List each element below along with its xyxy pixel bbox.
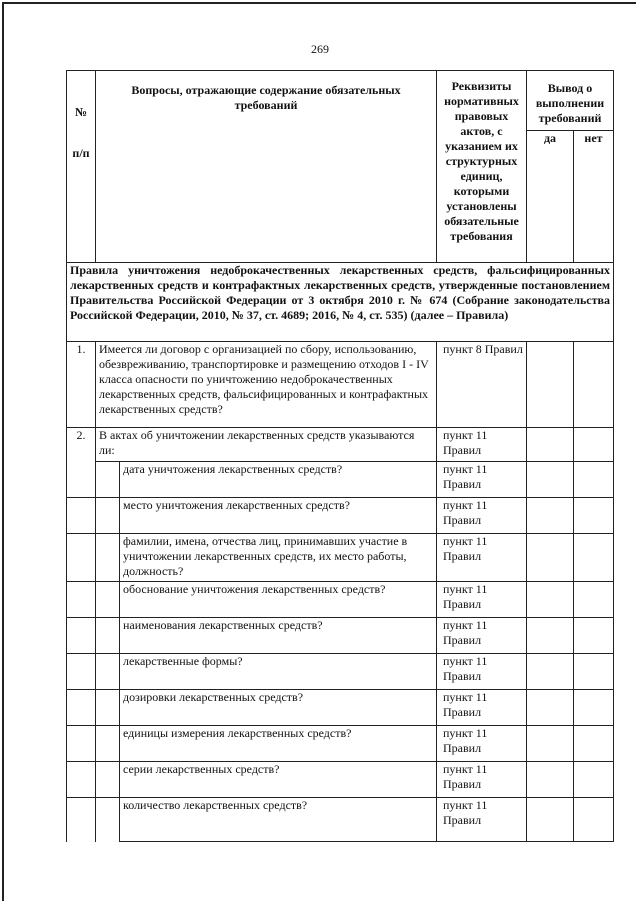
sub-item-row	[67, 618, 614, 654]
sub-item-row	[67, 462, 614, 498]
answer-no-cell[interactable]	[574, 582, 614, 618]
sub-indent	[96, 582, 120, 618]
answer-yes-cell[interactable]	[527, 342, 574, 428]
header-yes: да	[527, 131, 574, 263]
answer-no-cell[interactable]	[574, 498, 614, 534]
sub-indent	[96, 726, 120, 762]
answer-no-cell[interactable]	[574, 534, 614, 582]
answer-no-cell[interactable]	[574, 654, 614, 690]
row-question: В актах об уничтожении лекарственных средств указываются ли:	[96, 428, 437, 462]
sub-reference: пункт 11 Правил	[437, 582, 527, 618]
sub-item-row	[67, 762, 614, 798]
sub-item-row	[67, 798, 614, 842]
answer-no-cell[interactable]	[574, 690, 614, 726]
row-number-empty	[67, 690, 96, 726]
answer-yes-cell[interactable]	[527, 582, 574, 618]
sub-question: единицы измерения лекарственных средств?	[120, 726, 437, 762]
sub-indent	[96, 654, 120, 690]
section-row	[67, 263, 614, 342]
sub-question: дозировки лекарственных средств?	[120, 690, 437, 726]
sub-indent	[96, 690, 120, 726]
answer-yes-cell[interactable]	[527, 690, 574, 726]
row-number-empty	[67, 462, 96, 498]
answer-no-cell[interactable]	[574, 798, 614, 842]
sub-item-row	[67, 582, 614, 618]
row-number-empty	[67, 534, 96, 582]
row-number-empty	[67, 798, 96, 842]
answer-yes-cell[interactable]	[527, 762, 574, 798]
sub-reference: пункт 11 Правил	[437, 654, 527, 690]
sub-question: фамилии, имена, отчества лиц, принимавших участие в уничтожении лекарственных средств, их место работы, должность?	[120, 534, 437, 582]
answer-no-cell[interactable]	[574, 618, 614, 654]
sub-reference: пункт 11 Правил	[437, 534, 527, 582]
row-number: 1.	[67, 342, 96, 428]
answer-yes-cell[interactable]	[527, 798, 574, 842]
answer-no-cell[interactable]	[574, 428, 614, 462]
header-row	[67, 71, 614, 131]
requirements-table	[66, 70, 614, 842]
header-number-pp: п/п	[72, 146, 90, 160]
sub-question: количество лекарственных средств?	[120, 798, 437, 842]
header-result: Вывод о выполнении требований	[527, 71, 614, 131]
answer-yes-cell[interactable]	[527, 534, 574, 582]
answer-yes-cell[interactable]	[527, 498, 574, 534]
page-number: 269	[311, 42, 329, 56]
sub-item-row	[67, 654, 614, 690]
header-references: Реквизиты нормативных правовых актов, с указанием их структурных единиц, которыми установлены обязательные требования	[437, 71, 527, 263]
sub-question: наименования лекарственных средств?	[120, 618, 437, 654]
header-questions: Вопросы, отражающие содержание обязательных требований	[96, 71, 437, 263]
sub-indent	[96, 762, 120, 798]
sub-reference: пункт 11 Правил	[437, 618, 527, 654]
row-reference: пункт 8 Правил	[437, 342, 527, 428]
answer-yes-cell[interactable]	[527, 726, 574, 762]
sub-item-row	[67, 498, 614, 534]
header-no: нет	[574, 131, 614, 263]
answer-no-cell[interactable]	[574, 762, 614, 798]
sub-indent	[96, 534, 120, 582]
sub-question: дата уничтожения лекарственных средств?	[120, 462, 437, 498]
sub-question: место уничтожения лекарственных средств?	[120, 498, 437, 534]
answer-yes-cell[interactable]	[527, 462, 574, 498]
answer-no-cell[interactable]	[574, 342, 614, 428]
row-number: 2.	[67, 428, 96, 462]
row-number-empty	[67, 762, 96, 798]
sub-indent	[96, 618, 120, 654]
sub-question: обоснование уничтожения лекарственных средств?	[120, 582, 437, 618]
header-number	[67, 71, 96, 263]
sub-reference: пункт 11 Правил	[437, 462, 527, 498]
table-row	[67, 342, 614, 428]
row-number-empty	[67, 726, 96, 762]
answer-yes-cell[interactable]	[527, 618, 574, 654]
row-reference: пункт 11 Правил	[437, 428, 527, 462]
sub-reference: пункт 11 Правил	[437, 798, 527, 842]
sub-reference: пункт 11 Правил	[437, 726, 527, 762]
row-question: Имеется ли договор с организацией по сбору, использованию, обезвреживанию, транспортировке и размещению отходов I - IV класса опасности по уничтожению недоброкачественных лекарственных средств, фальсифицированных и контрафактных лекарственных средств?	[96, 342, 437, 428]
row-number-empty	[67, 618, 96, 654]
header-number-symbol: №	[74, 105, 88, 119]
answer-no-cell[interactable]	[574, 726, 614, 762]
sub-item-row	[67, 690, 614, 726]
sub-item-row	[67, 726, 614, 762]
sub-reference: пункт 11 Правил	[437, 498, 527, 534]
sub-reference: пункт 11 Правил	[437, 690, 527, 726]
sub-indent	[96, 462, 120, 498]
answer-yes-cell[interactable]	[527, 654, 574, 690]
section-title: Правила уничтожения недоброкачественных лекарственных средств, фальсифицированных лекарственных средств и контрафактных лекарственных средств, утвержденные постановлением Правительства Российской Федерации от 3 октября 2010 г. № 674 (Собрание законодательства Российской Федерации, 2010, № 37, ст. 4689; 2016, № 4, ст. 535) (далее – Правила)	[67, 263, 614, 342]
answer-yes-cell[interactable]	[527, 428, 574, 462]
answer-no-cell[interactable]	[574, 462, 614, 498]
sub-indent	[96, 498, 120, 534]
sub-question: лекарственные формы?	[120, 654, 437, 690]
row-number-empty	[67, 654, 96, 690]
sub-indent	[96, 798, 120, 842]
sub-item-row	[67, 534, 614, 582]
row-number-empty	[67, 498, 96, 534]
sub-reference: пункт 11 Правил	[437, 762, 527, 798]
row-number-empty	[67, 582, 96, 618]
table-row	[67, 428, 614, 462]
sub-question: серии лекарственных средств?	[120, 762, 437, 798]
